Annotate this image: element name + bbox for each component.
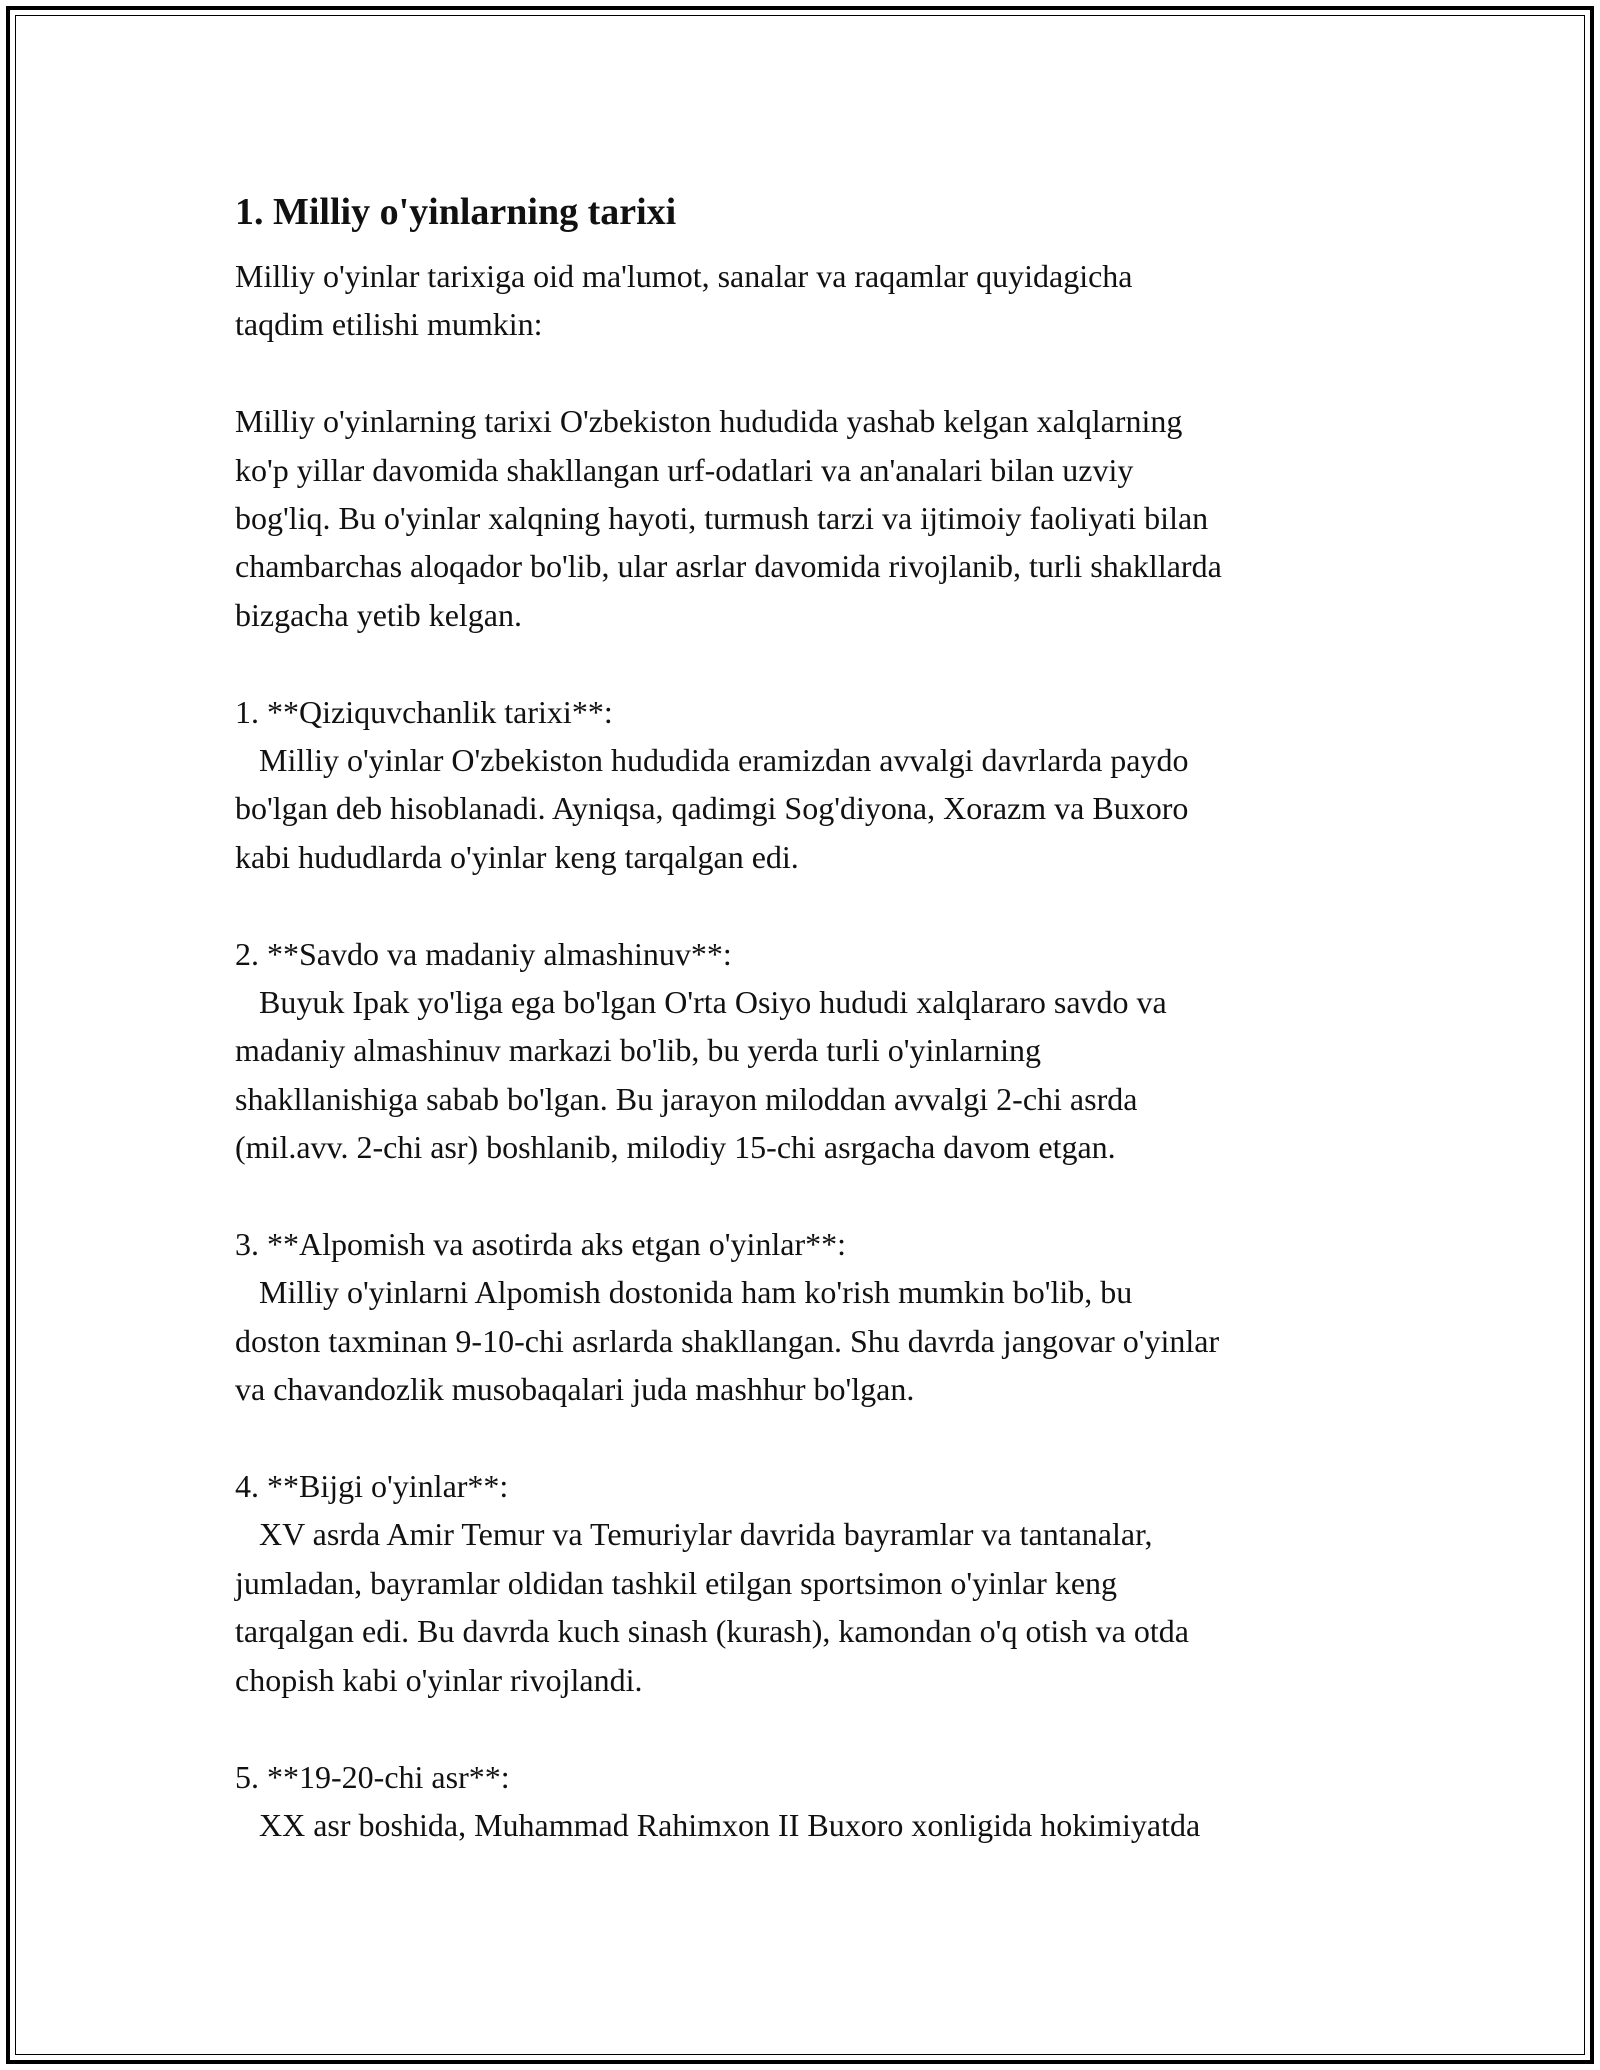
- list-item-body: Milliy o'yinlarni Alpomish dostonida ham ko'rish mumkin bo'lib, bu doston taxminan 9-10-chi asrlarda shakllangan. Shu davrda jangovar o'yinlar va chavandozlik musobaqalari juda mashhur bo'lgan.: [235, 1274, 1220, 1408]
- spacer: [235, 349, 1395, 397]
- spacer: [235, 1414, 1395, 1462]
- list-item: [235, 1462, 1395, 1704]
- list-item-body: Buyuk Ipak yo'liga ega bo'lgan O'rta Osiyo hududi xalqlararo savdo va madaniy almashinuv markazi bo'lib, bu yerda turli o'yinlarning shakllanishiga sabab bo'lgan. Bu jarayon miloddan avvalgi 2-chi asrda (mil.avv. 2-chi asr) boshlanib, milodiy 15-chi asrgacha davom etgan.: [235, 984, 1167, 1166]
- spacer: [235, 1704, 1395, 1752]
- list-item-heading: 4. **Bijgi o'yinlar**:: [235, 1468, 509, 1505]
- spacer: [235, 1172, 1395, 1220]
- document-title: 1. Milliy o'yinlarning tarixi: [235, 191, 677, 233]
- spacer: [235, 881, 1395, 929]
- list-item: [235, 930, 1395, 1172]
- document-body: [235, 184, 1395, 1849]
- history-paragraph: Milliy o'yinlarning tarixi O'zbekiston hududida yashab kelgan xalqlarning ko'p yillar davomida shakllangan urf-odatlari va an'analari bilan uzviy bog'liq. Bu o'yinlar xalqning hayoti, turmush tarzi va ijtimoiy faoliyati bilan chambarchas aloqador bo'lib, ular asrlar davomida rivojlanib, turli shakllarda bizgacha yetib kelgan.: [235, 403, 1222, 633]
- list-item: [235, 688, 1395, 882]
- list-item-body: XX asr boshida, Muhammad Rahimxon II Buxoro xonligida hokimiyatda: [235, 1806, 1201, 1843]
- list-item-heading: 5. **19-20-chi asr**:: [235, 1758, 510, 1795]
- list-item-heading: 2. **Savdo va madaniy almashinuv**:: [235, 935, 732, 972]
- spacer: [235, 639, 1395, 687]
- list-item-body: Milliy o'yinlar O'zbekiston hududida eramizdan avvalgi davrlarda paydo bo'lgan deb hisoblanadi. Ayniqsa, qadimgi Sog'diyona, Xorazm va Buxoro kabi hududlarda o'yinlar keng tarqalgan edi.: [235, 742, 1189, 875]
- list-item-body: XV asrda Amir Temur va Temuriylar davrida bayramlar va tantanalar, jumladan, bayramlar oldidan tashkil etilgan sportsimon o'yinlar keng tarqalgan edi. Bu davrda kuch sinash (kurash), kamondan o'q otish va otda chopish kabi o'yinlar rivojlandi.: [235, 1516, 1189, 1698]
- list-item: [235, 1220, 1395, 1414]
- list-item-heading: 1. **Qiziquvchanlik tarixi**:: [235, 693, 613, 730]
- list-item-heading: 3. **Alpomish va asotirda aks etgan o'yinlar**:: [235, 1226, 846, 1263]
- intro-paragraph: Milliy o'yinlar tarixiga oid ma'lumot, sanalar va raqamlar quyidagicha taqdim etilishi mumkin:: [235, 258, 1133, 343]
- list-item: [235, 1753, 1395, 1850]
